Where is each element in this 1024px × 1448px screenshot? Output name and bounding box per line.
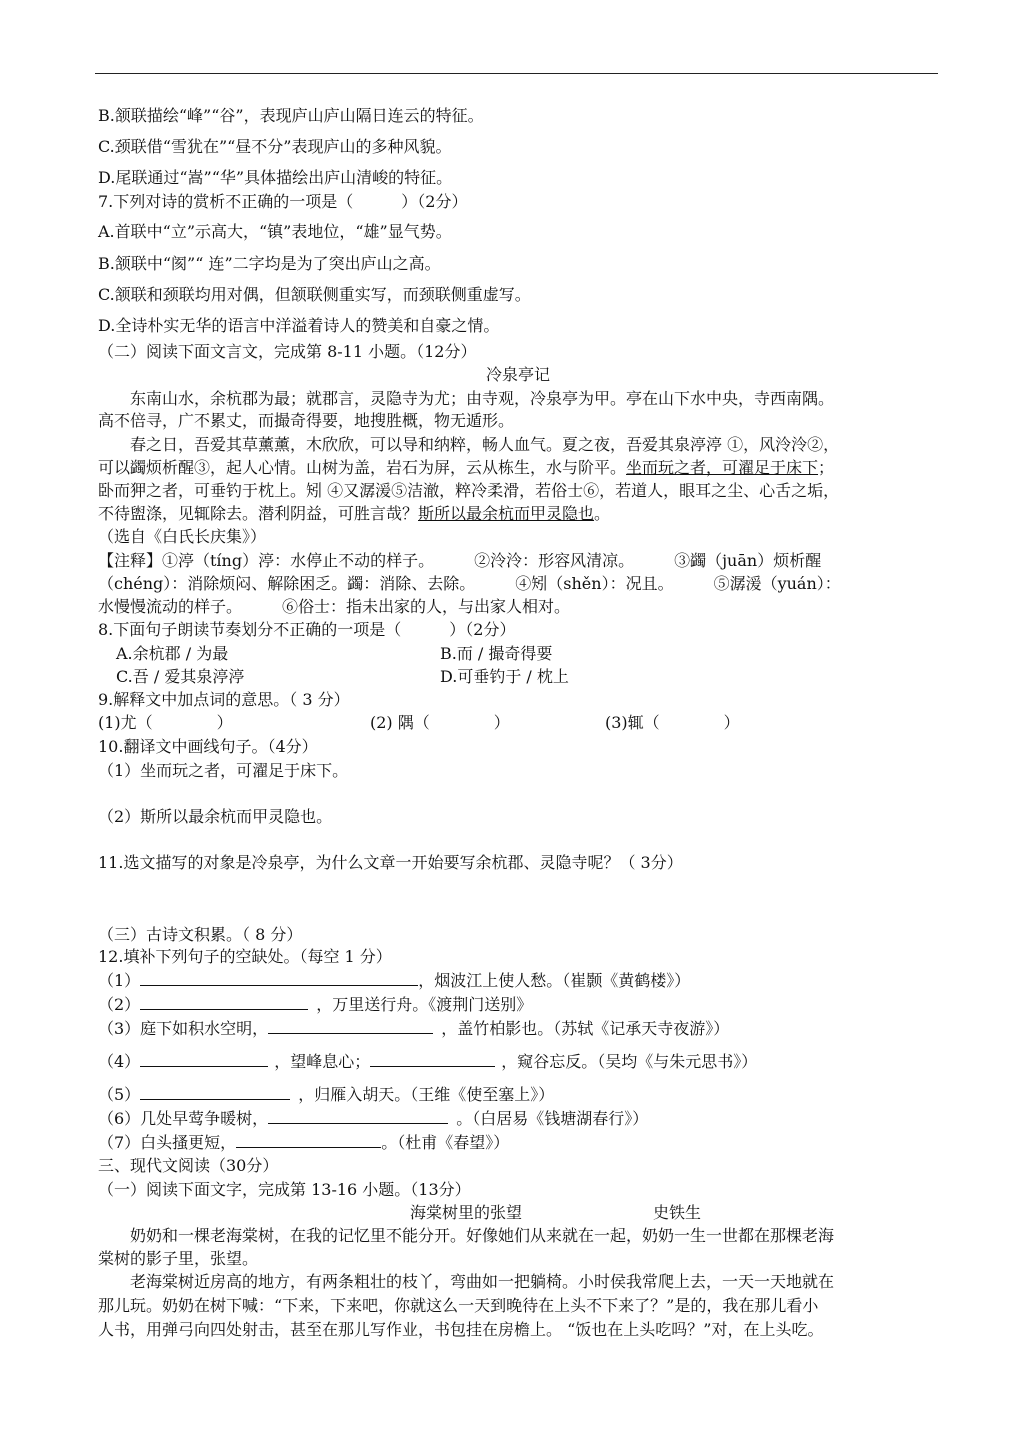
passage-p2-line2: 可以蠲烦析醒③，起人心情。山树为盖，岩石为屏，云从栋生，水与阶平。坐而玩之者，可濯足于床下； (98, 458, 835, 477)
fill-4: （4） ，望峰息心； ，窥谷忘反。（吴均《与朱元思书》） (98, 1052, 758, 1071)
option-7b: B.颔联中“阂”“ 连”二字均是为了突出庐山之高。 (98, 254, 441, 273)
option-7d: D.全诗朴实无华的语言中洋溢着诗人的赞美和自豪之情。 (98, 316, 500, 335)
question-9-item1: (1)尤（ ） (98, 713, 233, 732)
question-10-item2: （2）斯所以最余杭而甲灵隐也。 (98, 807, 333, 826)
header-rule (95, 73, 938, 74)
modern-p1-line2: 棠树的影子里，张望。 (98, 1249, 259, 1268)
blank-4a[interactable] (140, 1052, 268, 1067)
question-12: 12.填补下列句子的空缺处。（每空 1 分） (98, 947, 392, 966)
blank-2[interactable] (140, 995, 308, 1010)
passage-title: 冷泉亭记 (485, 365, 550, 384)
option-6b: B.颔联描绘“峰”“谷”，表现庐山庐山隔日连云的特征。 (98, 106, 484, 125)
modern-passage-author: 史铁生 (653, 1203, 702, 1222)
blank-7[interactable] (236, 1133, 381, 1148)
notes-line1: 【注释】①渟（tíng）渟：水停止不动的样子。 ②泠泠：形容风清凉。 ③蠲（juān）烦析醒 (98, 551, 822, 570)
fill-3: （3）庭下如积水空明， ，盖竹柏影也。（苏轼《记承天寺夜游》） (98, 1019, 730, 1038)
blank-3[interactable] (268, 1019, 433, 1034)
passage-p2-line4: 不待盥涤，见辄除去。潜利阴益，可胜言哉？斯所以最余杭而甲灵隐也。 (98, 504, 611, 523)
underlined-sentence-1: 坐而玩之者，可濯足于床下 (626, 458, 819, 477)
underlined-sentence-2: 斯所以最余杭而甲灵隐也 (418, 504, 595, 523)
fill-5: （5） ，归雁入胡天。（王维《使至塞上》） (98, 1085, 555, 1104)
option-6c: C.颈联借“雪犹在”“昼不分”表现庐山的多种风貌。 (98, 137, 452, 156)
fill-2: （2） ，万里送行舟。《渡荆门送别》 (98, 995, 533, 1014)
option-8c: C.吾 / 爱其泉渟渟 (116, 667, 245, 686)
question-9-item2: (2) 隅（ ） (370, 713, 510, 732)
fill-6: （6）几处早莺争暖树， 。（白居易《钱塘湖春行》） (98, 1109, 649, 1128)
blank-4b[interactable] (370, 1052, 495, 1067)
passage-p2-line3: 卧而狎之者，可垂钓于枕上。矧 ④又潺湲⑤洁澈，粹冷柔滑，若俗士⑥，若道人，眼耳之尘、心舌之垢， (98, 481, 840, 500)
section-2-heading: （二）阅读下面文言文，完成第 8-11 小题。（12分） (98, 342, 477, 361)
question-10-item1: （1）坐而玩之者，可濯足于床下。 (98, 761, 349, 780)
question-9: 9.解释文中加点词的意思。（ 3 分） (98, 690, 350, 709)
passage-p1-line2: 高不倍寻，广不累丈，而撮奇得要，地搜胜概，物无遁形。 (98, 411, 515, 430)
question-10: 10.翻译文中画线句子。（4分） (98, 737, 318, 756)
modern-passage-title: 海棠树里的张望 (410, 1203, 523, 1222)
notes-line3: 水慢慢流动的样子。 ⑥俗士：指未出家的人，与出家人相对。 (98, 597, 571, 616)
fill-1: （1） ，烟波江上使人愁。（崔颢《黄鹤楼》） (98, 971, 691, 990)
modern-p1-line1: 奶奶和一棵老海棠树，在我的记忆里不能分开。好像她们从来就在一起，奶奶一生一世都在那棵老海 (130, 1226, 835, 1245)
fill-7: （7）白头搔更短， 。（杜甫《春望》） (98, 1133, 510, 1152)
question-11: 11.选文描写的对象是冷泉亭，为什么文章一开始要写余杭郡、灵隐寺呢？（ 3分） (98, 853, 683, 872)
notes-line2: （chéng）：消除烦闷、解除困乏。蠲：消除、去除。 ④矧（shěn）：况且。 ⑤潺湲（yuán）： (98, 574, 841, 593)
option-8a: A.余杭郡 / 为最 (116, 644, 229, 663)
passage-p2-line1: 春之日，吾爱其草薰薰，木欣欣，可以导和纳粹，畅人血气。夏之夜，吾爱其泉渟渟 ①，风泠泠②， (130, 435, 840, 454)
section-3-1-heading: （一）阅读下面文字，完成第 13-16 小题。（13分） (98, 1180, 471, 1199)
blank-5[interactable] (140, 1085, 290, 1100)
option-8d: D.可垂钓于 / 枕上 (440, 667, 569, 686)
modern-p2-line3: 人书，用弹弓向四处射击，甚至在那儿写作业，书包挂在房檐上。 “饭也在上头吃吗？”对，在上头吃。 (98, 1320, 824, 1339)
section-3-heading: （三）古诗文积累。（ 8 分） (98, 925, 303, 944)
option-7c: C.颔联和颈联均用对偶，但颔联侧重实写，而颈联侧重虚写。 (98, 285, 531, 304)
question-7: 7.下列对诗的赏析不正确的一项是（ ）（2分） (98, 192, 468, 211)
option-7a: A.首联中“立”示高大，“镇”表地位，“雄”显气势。 (98, 222, 452, 241)
passage-source: （选自《白氏长庆集》） (98, 527, 267, 546)
option-8b: B.而 / 撮奇得要 (440, 644, 553, 663)
question-8: 8.下面句子朗读节奏划分不正确的一项是（ ）（2分） (98, 620, 516, 639)
question-9-item3: (3)辄（ ） (605, 713, 740, 732)
modern-p2-line2: 那儿玩。奶奶在树下喊：“下来，下来吧，你就这么一天到晚待在上头不下来了？”是的，我在那儿看小 (98, 1296, 819, 1315)
option-6d: D.尾联通过“嵩”“华”具体描绘出庐山清峻的特征。 (98, 168, 453, 187)
blank-1[interactable] (140, 971, 418, 986)
part-3-heading: 三、现代文阅读（30分） (98, 1156, 279, 1175)
passage-p1-line1: 东南山水，余杭郡为最；就郡言，灵隐寺为尤；由寺观，冷泉亭为甲。亭在山下水中央，寺西南隅。 (130, 389, 835, 408)
modern-p2-line1: 老海棠树近房高的地方，有两条粗壮的枝丫，弯曲如一把躺椅。小时侯我常爬上去，一天一天地就在 (130, 1272, 835, 1291)
blank-6[interactable] (268, 1109, 448, 1124)
